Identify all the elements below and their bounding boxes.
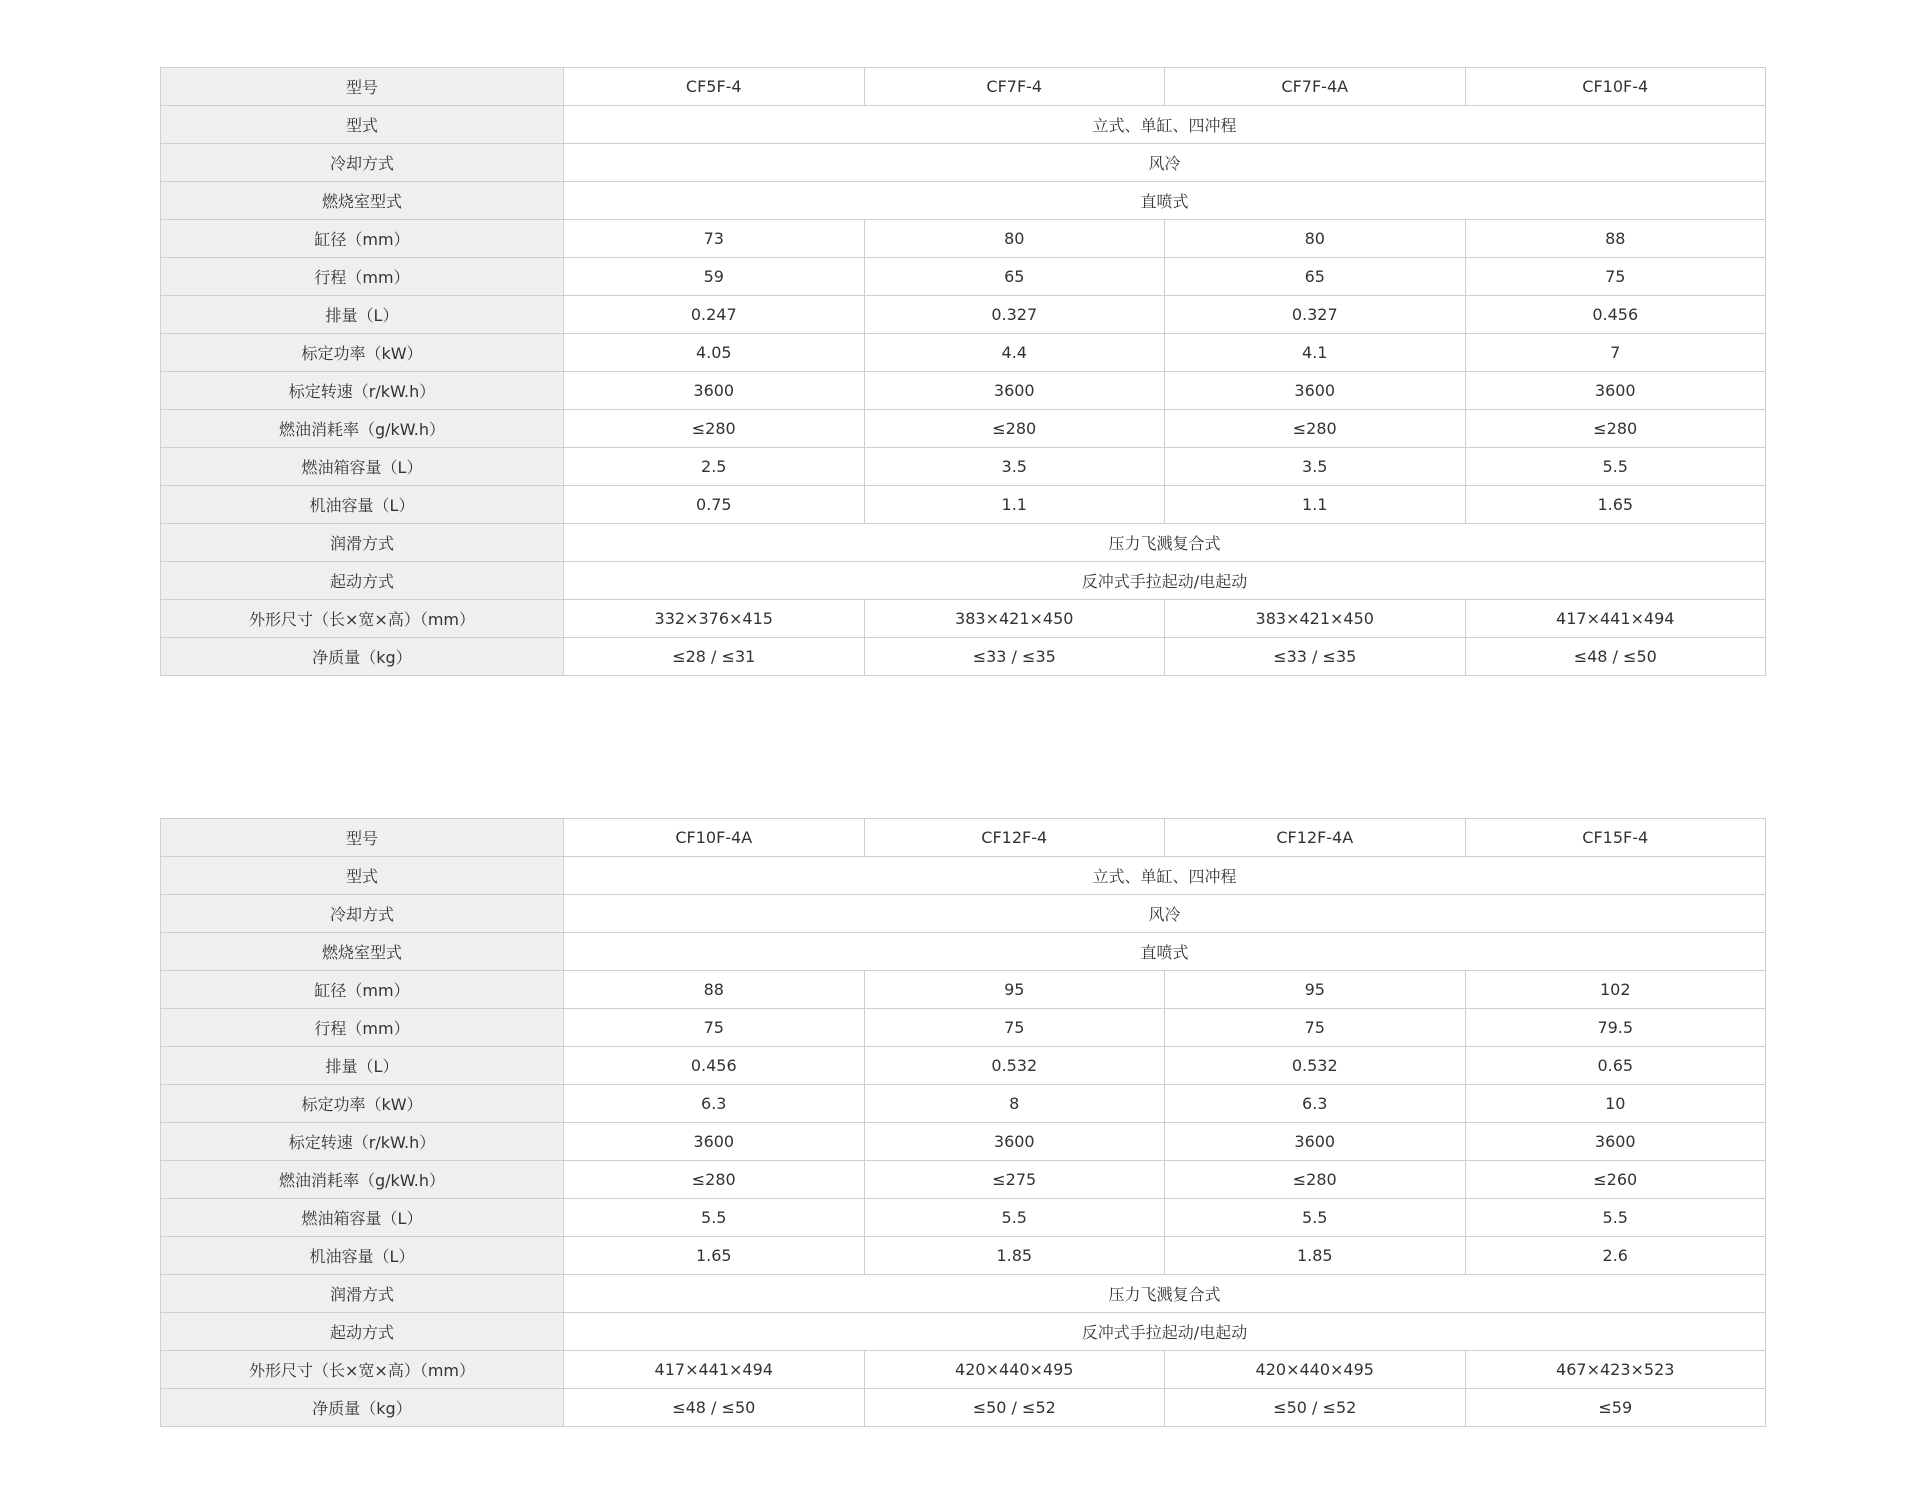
cell-model: CF7F-4 bbox=[864, 68, 1165, 106]
row-displacement bbox=[161, 296, 1766, 334]
cell-dimensions: 332×376×415 bbox=[564, 600, 865, 638]
row-dimensions bbox=[161, 1351, 1766, 1389]
row-label-tank: 燃油箱容量（L） bbox=[161, 448, 564, 486]
row-weight bbox=[161, 638, 1766, 676]
spec-table-2 bbox=[160, 818, 1766, 1427]
row-bore bbox=[161, 220, 1766, 258]
cell-displacement: 0.456 bbox=[1465, 296, 1766, 334]
row-weight bbox=[161, 1389, 1766, 1427]
cell-power: 4.4 bbox=[864, 334, 1165, 372]
row-type bbox=[161, 106, 1766, 144]
cell-speed: 3600 bbox=[1165, 1123, 1466, 1161]
cell-power: 7 bbox=[1465, 334, 1766, 372]
cell-speed: 3600 bbox=[864, 372, 1165, 410]
cell-lubrication-shared: 压力飞溅复合式 bbox=[564, 1275, 1766, 1313]
row-dimensions bbox=[161, 600, 1766, 638]
row-power bbox=[161, 1085, 1766, 1123]
cell-model: CF7F-4A bbox=[1165, 68, 1466, 106]
row-label-oil: 机油容量（L） bbox=[161, 1237, 564, 1275]
cell-bore: 95 bbox=[1165, 971, 1466, 1009]
row-label-fuel-rate: 燃油消耗率（g/kW.h） bbox=[161, 1161, 564, 1199]
cell-power: 4.05 bbox=[564, 334, 865, 372]
cell-displacement: 0.532 bbox=[1165, 1047, 1466, 1085]
cell-combustion-shared: 直喷式 bbox=[564, 182, 1766, 220]
cell-dimensions: 420×440×495 bbox=[1165, 1351, 1466, 1389]
row-label-start: 起动方式 bbox=[161, 562, 564, 600]
cell-model: CF12F-4A bbox=[1165, 819, 1466, 857]
cell-cooling-shared: 风冷 bbox=[564, 895, 1766, 933]
row-combustion bbox=[161, 182, 1766, 220]
cell-speed: 3600 bbox=[1165, 372, 1466, 410]
row-stroke bbox=[161, 258, 1766, 296]
cell-tank: 2.5 bbox=[564, 448, 865, 486]
cell-fuel-rate: ≤280 bbox=[564, 1161, 865, 1199]
row-label-start: 起动方式 bbox=[161, 1313, 564, 1351]
row-label-cooling: 冷却方式 bbox=[161, 895, 564, 933]
row-label-bore: 缸径（mm） bbox=[161, 971, 564, 1009]
cell-bore: 80 bbox=[864, 220, 1165, 258]
row-label-dimensions: 外形尺寸（长×宽×高）（mm） bbox=[161, 1351, 564, 1389]
row-tank bbox=[161, 448, 1766, 486]
row-label-dimensions: 外形尺寸（长×宽×高）（mm） bbox=[161, 600, 564, 638]
cell-power: 8 bbox=[864, 1085, 1165, 1123]
cell-weight: ≤59 bbox=[1465, 1389, 1766, 1427]
cell-displacement: 0.65 bbox=[1465, 1047, 1766, 1085]
cell-weight: ≤50 / ≤52 bbox=[1165, 1389, 1466, 1427]
row-oil bbox=[161, 1237, 1766, 1275]
cell-start-shared: 反冲式手拉起动/电起动 bbox=[564, 562, 1766, 600]
cell-model: CF10F-4 bbox=[1465, 68, 1766, 106]
row-lubrication bbox=[161, 524, 1766, 562]
cell-stroke: 65 bbox=[864, 258, 1165, 296]
row-stroke bbox=[161, 1009, 1766, 1047]
row-label-cooling: 冷却方式 bbox=[161, 144, 564, 182]
row-label-power: 标定功率（kW） bbox=[161, 1085, 564, 1123]
cell-oil: 2.6 bbox=[1465, 1237, 1766, 1275]
cell-fuel-rate: ≤275 bbox=[864, 1161, 1165, 1199]
cell-fuel-rate: ≤280 bbox=[1465, 410, 1766, 448]
cell-bore: 88 bbox=[564, 971, 865, 1009]
cell-model: CF15F-4 bbox=[1465, 819, 1766, 857]
row-oil bbox=[161, 486, 1766, 524]
cell-combustion-shared: 直喷式 bbox=[564, 933, 1766, 971]
row-label-type: 型式 bbox=[161, 106, 564, 144]
row-cooling bbox=[161, 144, 1766, 182]
row-label-bore: 缸径（mm） bbox=[161, 220, 564, 258]
row-label-combustion: 燃烧室型式 bbox=[161, 182, 564, 220]
row-label-stroke: 行程（mm） bbox=[161, 1009, 564, 1047]
row-speed bbox=[161, 372, 1766, 410]
cell-dimensions: 417×441×494 bbox=[1465, 600, 1766, 638]
row-label-model: 型号 bbox=[161, 68, 564, 106]
cell-model: CF5F-4 bbox=[564, 68, 865, 106]
cell-dimensions: 420×440×495 bbox=[864, 1351, 1165, 1389]
cell-stroke: 65 bbox=[1165, 258, 1466, 296]
row-label-tank: 燃油箱容量（L） bbox=[161, 1199, 564, 1237]
cell-oil: 1.65 bbox=[564, 1237, 865, 1275]
cell-displacement: 0.532 bbox=[864, 1047, 1165, 1085]
cell-tank: 5.5 bbox=[1165, 1199, 1466, 1237]
cell-start-shared: 反冲式手拉起动/电起动 bbox=[564, 1313, 1766, 1351]
row-label-oil: 机油容量（L） bbox=[161, 486, 564, 524]
cell-fuel-rate: ≤280 bbox=[1165, 1161, 1466, 1199]
row-fuel-rate bbox=[161, 1161, 1766, 1199]
row-speed bbox=[161, 1123, 1766, 1161]
cell-dimensions: 467×423×523 bbox=[1465, 1351, 1766, 1389]
cell-model: CF10F-4A bbox=[564, 819, 865, 857]
cell-stroke: 75 bbox=[1165, 1009, 1466, 1047]
cell-displacement: 0.456 bbox=[564, 1047, 865, 1085]
row-model bbox=[161, 68, 1766, 106]
row-model bbox=[161, 819, 1766, 857]
cell-weight: ≤33 / ≤35 bbox=[864, 638, 1165, 676]
cell-stroke: 59 bbox=[564, 258, 865, 296]
cell-fuel-rate: ≤280 bbox=[1165, 410, 1466, 448]
cell-type-shared: 立式、单缸、四冲程 bbox=[564, 106, 1766, 144]
row-label-weight: 净质量（kg） bbox=[161, 1389, 564, 1427]
cell-oil: 1.1 bbox=[864, 486, 1165, 524]
cell-power: 6.3 bbox=[1165, 1085, 1466, 1123]
row-start bbox=[161, 562, 1766, 600]
cell-fuel-rate: ≤280 bbox=[564, 410, 865, 448]
cell-power: 10 bbox=[1465, 1085, 1766, 1123]
row-label-speed: 标定转速（r/kW.h） bbox=[161, 372, 564, 410]
cell-oil: 1.85 bbox=[1165, 1237, 1466, 1275]
cell-bore: 80 bbox=[1165, 220, 1466, 258]
cell-weight: ≤48 / ≤50 bbox=[564, 1389, 865, 1427]
row-label-lubrication: 润滑方式 bbox=[161, 524, 564, 562]
cell-speed: 3600 bbox=[1465, 1123, 1766, 1161]
row-displacement bbox=[161, 1047, 1766, 1085]
cell-power: 4.1 bbox=[1165, 334, 1466, 372]
row-label-power: 标定功率（kW） bbox=[161, 334, 564, 372]
row-lubrication bbox=[161, 1275, 1766, 1313]
cell-oil: 0.75 bbox=[564, 486, 865, 524]
cell-tank: 5.5 bbox=[1465, 1199, 1766, 1237]
cell-dimensions: 417×441×494 bbox=[564, 1351, 865, 1389]
cell-weight: ≤50 / ≤52 bbox=[864, 1389, 1165, 1427]
cell-speed: 3600 bbox=[564, 372, 865, 410]
row-cooling bbox=[161, 895, 1766, 933]
cell-tank: 5.5 bbox=[564, 1199, 865, 1237]
row-fuel-rate bbox=[161, 410, 1766, 448]
cell-fuel-rate: ≤260 bbox=[1465, 1161, 1766, 1199]
row-tank bbox=[161, 1199, 1766, 1237]
cell-model: CF12F-4 bbox=[864, 819, 1165, 857]
cell-tank: 5.5 bbox=[864, 1199, 1165, 1237]
cell-bore: 95 bbox=[864, 971, 1165, 1009]
cell-tank: 5.5 bbox=[1465, 448, 1766, 486]
cell-stroke: 79.5 bbox=[1465, 1009, 1766, 1047]
row-power bbox=[161, 334, 1766, 372]
row-label-speed: 标定转速（r/kW.h） bbox=[161, 1123, 564, 1161]
cell-lubrication-shared: 压力飞溅复合式 bbox=[564, 524, 1766, 562]
row-label-weight: 净质量（kg） bbox=[161, 638, 564, 676]
cell-tank: 3.5 bbox=[864, 448, 1165, 486]
row-label-model: 型号 bbox=[161, 819, 564, 857]
cell-bore: 102 bbox=[1465, 971, 1766, 1009]
cell-stroke: 75 bbox=[1465, 258, 1766, 296]
cell-tank: 3.5 bbox=[1165, 448, 1466, 486]
cell-cooling-shared: 风冷 bbox=[564, 144, 1766, 182]
row-type bbox=[161, 857, 1766, 895]
cell-bore: 73 bbox=[564, 220, 865, 258]
row-label-displacement: 排量（L） bbox=[161, 1047, 564, 1085]
cell-power: 6.3 bbox=[564, 1085, 865, 1123]
cell-stroke: 75 bbox=[564, 1009, 865, 1047]
cell-bore: 88 bbox=[1465, 220, 1766, 258]
cell-weight: ≤28 / ≤31 bbox=[564, 638, 865, 676]
cell-weight: ≤48 / ≤50 bbox=[1465, 638, 1766, 676]
row-start bbox=[161, 1313, 1766, 1351]
row-label-displacement: 排量（L） bbox=[161, 296, 564, 334]
cell-weight: ≤33 / ≤35 bbox=[1165, 638, 1466, 676]
cell-displacement: 0.327 bbox=[1165, 296, 1466, 334]
cell-speed: 3600 bbox=[864, 1123, 1165, 1161]
cell-displacement: 0.247 bbox=[564, 296, 865, 334]
row-label-combustion: 燃烧室型式 bbox=[161, 933, 564, 971]
cell-dimensions: 383×421×450 bbox=[1165, 600, 1466, 638]
cell-speed: 3600 bbox=[564, 1123, 865, 1161]
row-label-type: 型式 bbox=[161, 857, 564, 895]
cell-displacement: 0.327 bbox=[864, 296, 1165, 334]
cell-speed: 3600 bbox=[1465, 372, 1766, 410]
cell-oil: 1.65 bbox=[1465, 486, 1766, 524]
cell-oil: 1.85 bbox=[864, 1237, 1165, 1275]
row-label-fuel-rate: 燃油消耗率（g/kW.h） bbox=[161, 410, 564, 448]
spec-table-1 bbox=[160, 67, 1766, 676]
cell-stroke: 75 bbox=[864, 1009, 1165, 1047]
row-label-lubrication: 润滑方式 bbox=[161, 1275, 564, 1313]
row-label-stroke: 行程（mm） bbox=[161, 258, 564, 296]
cell-type-shared: 立式、单缸、四冲程 bbox=[564, 857, 1766, 895]
cell-oil: 1.1 bbox=[1165, 486, 1466, 524]
row-bore bbox=[161, 971, 1766, 1009]
cell-fuel-rate: ≤280 bbox=[864, 410, 1165, 448]
cell-dimensions: 383×421×450 bbox=[864, 600, 1165, 638]
row-combustion bbox=[161, 933, 1766, 971]
